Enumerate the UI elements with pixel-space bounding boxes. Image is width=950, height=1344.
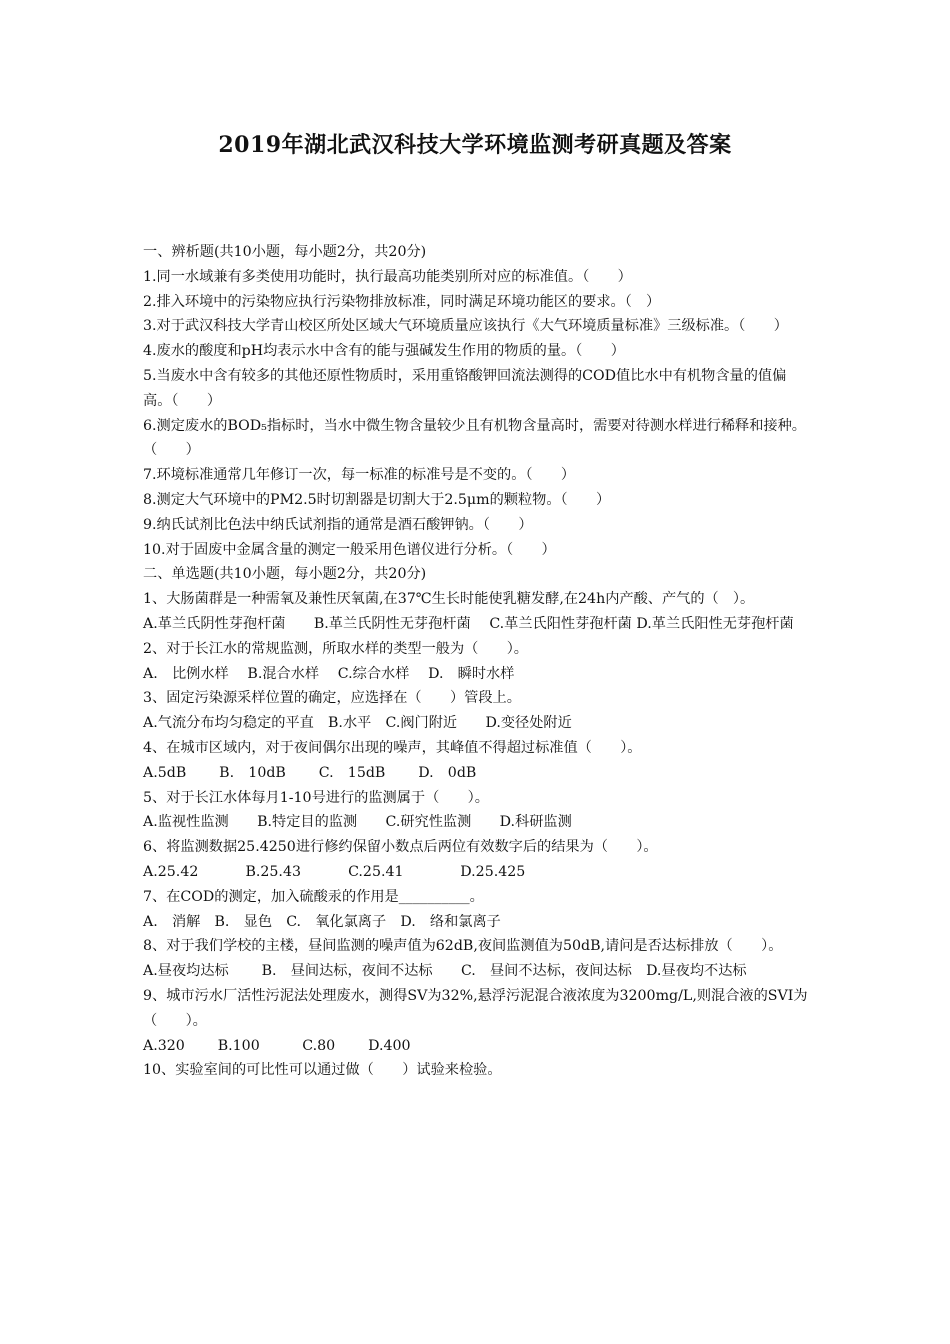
section-1-heading: 一、辨析题(共10小题，每小题2分，共20分)	[143, 244, 427, 260]
mcq-question-6: 6、将监测数据25.4250进行修约保留小数点后两位有效数字后的结果为（ ）。	[143, 839, 658, 856]
document-body	[143, 240, 811, 1083]
mcq-question-4: 4、在城市区域内，对于夜间偶尔出现的噪声，其峰值不得超过标准值（ ）。	[143, 739, 642, 756]
judgement-item-4: 4.废水的酸度和pH均表示水中含有的能与强碱发生作用的物质的量。（ ）	[143, 343, 625, 360]
mcq-options-1: A.革兰氏阴性芽孢杆菌 B.革兰氏阴性无芽孢杆菌 C.革兰氏阳性芽孢杆菌 D.革兰氏阳性无芽孢杆菌	[143, 615, 794, 632]
judgement-item-3: 3.对于武汉科技大学青山校区所处区域大气环境质量应该执行《大气环境质量标准》三级标准。（ ）	[143, 318, 788, 335]
judgement-item-2: 2.排入环境中的污染物应执行污染物排放标准，同时满足环境功能区的要求。（ ）	[143, 293, 661, 310]
judgement-item-9: 9.纳氏试剂比色法中纳氏试剂指的通常是酒石酸钾钠。（ ）	[143, 516, 533, 533]
mcq-options-5: A.监视性监测 B.特定目的监测 C.研究性监测 D.科研监测	[143, 814, 572, 831]
mcq-question-2: 2、对于长江水的常规监测，所取水样的类型一般为（ ）。	[143, 640, 528, 657]
mcq-options-2: A. 比例水样 B.混合水样 C.综合水样 D. 瞬时水样	[143, 665, 515, 682]
judgement-item-5: 5.当废水中含有较多的其他还原性物质时，采用重铬酸钾回流法测得的COD值比水中有机物含量的值偏高。（ ）	[143, 367, 787, 409]
mcq-question-7: 7、在COD的测定，加入硫酸汞的作用是__________。	[143, 888, 484, 905]
mcq-question-1: 1、大肠菌群是一种需氧及兼性厌氧菌,在37℃生长时能使乳糖发酵,在24h内产酸、产气的（ ）。	[143, 591, 755, 608]
mcq-options-4: A.5dB B. 10dB C. 15dB D. 0dB	[143, 764, 477, 781]
judgement-item-7: 7.环境标准通常几年修订一次，每一标准的标准号是不变的。（ ）	[143, 467, 576, 484]
judgement-item-8: 8.测定大气环境中的PM2.5时切割器是切割大于2.5μm的颗粒物。（ ）	[143, 491, 611, 508]
judgement-item-6: 6.测定废水的BOD₅指标时，当水中微生物含量较少且有机物含量高时，需要对待测水样进行稀释和接种。（ ）	[143, 417, 806, 459]
mcq-question-9: 9、城市污水厂活性污泥法处理废水，测得SV为32%,悬浮污泥混合液浓度为3200mg/L,则混合液的SVI为（ ）。	[143, 987, 808, 1029]
mcq-question-10: 10、实验室间的可比性可以通过做（ ）试验来检验。	[143, 1062, 502, 1079]
mcq-options-8: A.昼夜均达标 B. 昼间达标，夜间不达标 C. 昼间不达标，夜间达标 D.昼夜均不达标	[143, 963, 747, 980]
mcq-question-3: 3、固定污染源采样位置的确定，应选择在（ ）管段上。	[143, 690, 521, 707]
document-title: 2019年湖北武汉科技大学环境监测考研真题及答案	[218, 132, 732, 158]
mcq-question-5: 5、对于长江水体每月1-10号进行的监测属于（ ）。	[143, 789, 489, 806]
mcq-options-9: A.320 B.100 C.80 D.400	[143, 1037, 411, 1054]
section-2-heading: 二、单选题(共10小题，每小题2分，共20分)	[143, 566, 427, 583]
mcq-question-8: 8、对于我们学校的主楼，昼间监测的噪声值为62dB,夜间监测值为50dB,请问是否达标排放（ ）。	[143, 938, 783, 955]
judgement-item-10: 10.对于固废中金属含量的测定一般采用色谱仪进行分析。（ ）	[143, 541, 556, 558]
judgement-item-1: 1.同一水域兼有多类使用功能时，执行最高功能类别所对应的标准值。（ ）	[143, 268, 632, 285]
mcq-options-3: A.气流分布均匀稳定的平直 B.水平 C.阀门附近 D.变径处附近	[143, 715, 572, 732]
mcq-options-7: A. 消解 B. 显色 C. 氧化氯离子 D. 络和氯离子	[143, 913, 501, 930]
mcq-options-6: A.25.42 B.25.43 C.25.41 D.25.425	[143, 863, 526, 880]
